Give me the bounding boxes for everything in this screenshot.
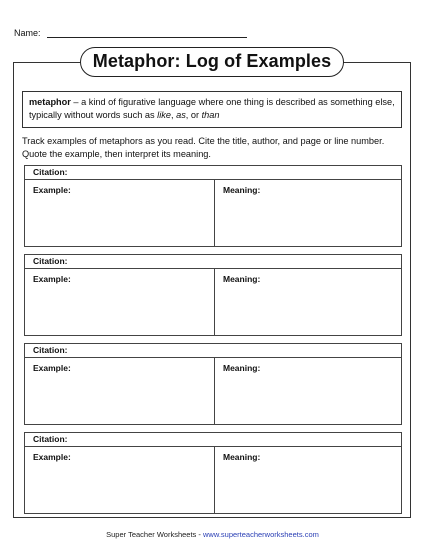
meaning-label: Meaning: bbox=[223, 274, 261, 284]
column-divider bbox=[214, 358, 215, 424]
name-field bbox=[14, 28, 41, 38]
definition-term: metaphor bbox=[29, 97, 71, 107]
definition-separator: , or bbox=[185, 109, 202, 120]
definition-example-like: like bbox=[157, 109, 171, 120]
citation-label: Citation: bbox=[33, 434, 68, 444]
example-label: Example: bbox=[33, 274, 71, 284]
citation-field[interactable] bbox=[25, 255, 401, 269]
footer-brand: Super Teacher Worksheets bbox=[106, 530, 197, 539]
meaning-label: Meaning: bbox=[223, 452, 261, 462]
definition-separator: , bbox=[170, 109, 177, 120]
citation-field[interactable] bbox=[25, 344, 401, 358]
definition-box bbox=[22, 91, 402, 128]
citation-label: Citation: bbox=[33, 345, 68, 355]
page-title: Metaphor: Log of Examples bbox=[80, 47, 344, 77]
log-entry bbox=[24, 254, 402, 336]
example-label: Example: bbox=[33, 363, 71, 373]
citation-field[interactable] bbox=[25, 433, 401, 447]
column-divider bbox=[214, 180, 215, 246]
instructions-text: Track examples of metaphors as you read. Cite the title, author, and page or line number. Quote the example, then interpret its meaning. bbox=[22, 136, 385, 159]
name-input-line[interactable] bbox=[47, 37, 247, 38]
log-entry bbox=[24, 343, 402, 425]
citation-label: Citation: bbox=[33, 167, 68, 177]
meaning-label: Meaning: bbox=[223, 185, 261, 195]
log-entry bbox=[24, 432, 402, 514]
footer-separator: - bbox=[196, 530, 203, 539]
footer-link[interactable]: www.superteacherworksheets.com bbox=[202, 530, 319, 539]
citation-label: Citation: bbox=[33, 256, 68, 266]
name-label: Name: bbox=[14, 28, 41, 38]
meaning-label: Meaning: bbox=[223, 363, 261, 373]
example-label: Example: bbox=[33, 452, 71, 462]
column-divider bbox=[214, 269, 215, 335]
page-footer bbox=[0, 530, 425, 539]
definition-text: – a kind of figurative language where one thing is described as something else, typically without words such as bbox=[29, 97, 395, 120]
example-label: Example: bbox=[33, 185, 71, 195]
definition-example-as: as bbox=[176, 109, 186, 120]
citation-field[interactable] bbox=[25, 166, 401, 180]
log-entry bbox=[24, 165, 402, 247]
column-divider bbox=[214, 447, 215, 513]
definition-example-than: than bbox=[201, 109, 220, 120]
